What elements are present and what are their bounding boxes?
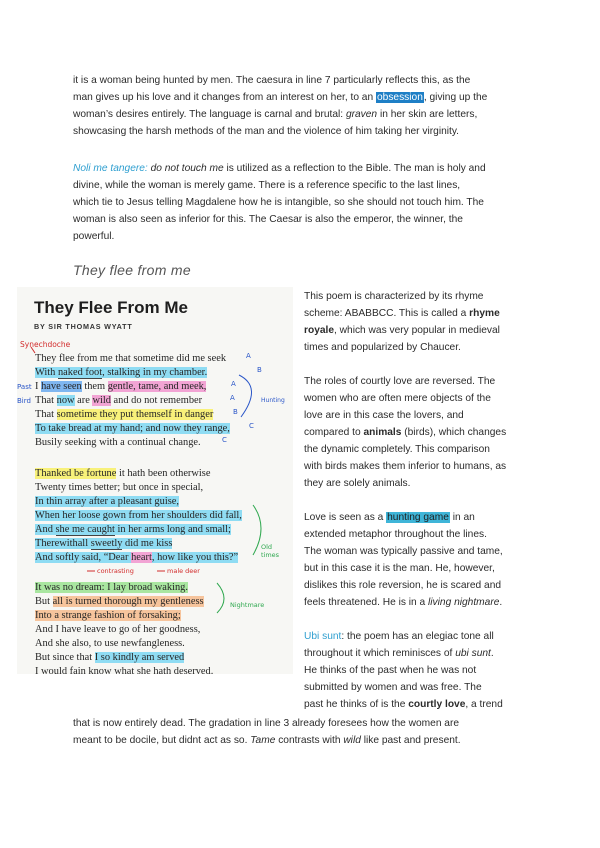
text: But <box>35 596 53 607</box>
text: royale <box>304 325 335 336</box>
latin-phrase: Ubi sunt <box>304 631 342 642</box>
text: gentle, tame, and meek, <box>107 381 207 392</box>
text: I so kindly am served <box>94 652 185 663</box>
text: To take bread at my hand; and now they range, <box>35 423 230 434</box>
text: compared to <box>304 427 364 438</box>
text: That <box>35 409 57 420</box>
text: , which was very popular in medieval <box>334 325 500 336</box>
rhyme-letter-3: A <box>231 380 236 388</box>
annotation-hunting: Hunting <box>261 397 285 404</box>
text: the dynamic completely. This comparison <box>304 444 490 455</box>
text: woman’s desires entirely. The language is carnal and brutal: <box>73 109 346 120</box>
section-subtitle: They flee from me <box>73 262 191 278</box>
text: That <box>35 395 57 406</box>
text: with birds makes them inferior to humans, as <box>304 461 507 472</box>
text: He thinks of the past when he was not <box>304 665 477 676</box>
poem-author: BY SIR THOMAS WYATT <box>34 322 133 331</box>
poem-image <box>17 287 293 674</box>
text: meant to be docile, but didnt act as so. <box>73 735 251 746</box>
rhyme-letter-5: B <box>233 408 238 416</box>
text: They flee from me that sometime did me seek <box>35 353 227 364</box>
text: love are in this case the lovers, and <box>304 410 464 421</box>
text: contrasts with <box>275 735 344 746</box>
text: I would fain know what she hath deserved. <box>35 666 214 674</box>
poem-title: They Flee From Me <box>34 298 188 317</box>
text: But since that <box>35 652 95 663</box>
text: do not touch me <box>147 163 224 174</box>
text: This poem is characterized by its rhyme <box>304 291 484 302</box>
text: And I have leave to go of her goodness, <box>35 624 201 635</box>
text: Into a strange fashion of forsaking; <box>35 610 181 621</box>
highlight-hunting-game: hunting game <box>387 512 449 523</box>
text: but in this case it is the man. He, however, <box>304 563 495 574</box>
text: submitted by women and was free. The <box>304 682 482 693</box>
text: extended metaphor throughout the lines. <box>304 529 487 540</box>
text: now <box>56 395 75 406</box>
text: they are solely animals. <box>304 478 411 489</box>
text: I <box>35 381 42 392</box>
highlight-obsession: obsession <box>376 92 423 103</box>
text: ubi sunt <box>455 648 491 659</box>
text: In thin array after a pleasant guise, <box>35 496 179 507</box>
text: sweetly <box>90 538 123 549</box>
text: in her skin are letters, <box>377 109 478 120</box>
text: Tame <box>250 735 276 746</box>
text: that is now entirely dead. The gradation in line 3 already foresees how the women are <box>73 718 460 729</box>
annotation-nightmare: Nightmare <box>230 601 265 609</box>
text: dislikes this role reversion, he is scared and <box>304 580 502 591</box>
text: It was no dream: I lay broad waking. <box>35 582 188 593</box>
text: like past and present. <box>360 735 461 746</box>
annotation-contrasting: contrasting <box>97 567 134 575</box>
text: . <box>499 597 503 608</box>
text: in her arms long and small; <box>114 524 231 535</box>
bottom-paragraph <box>73 715 543 749</box>
rhyme-letter-4: A <box>230 394 235 402</box>
text: animals <box>363 427 402 438</box>
text: powerful. <box>73 231 115 242</box>
text: courtly love <box>408 699 466 710</box>
text: showcasing the harsh methods of the man and the violence of him taking her virginity. <box>73 126 460 137</box>
text: heart <box>131 552 152 563</box>
text: And <box>35 524 56 535</box>
annotation-bird: Bird <box>17 397 31 405</box>
text: , how like you this?” <box>151 552 239 563</box>
text: wild <box>92 395 111 406</box>
text: And she also, to use newfangleness. <box>35 638 185 649</box>
text: in an <box>449 512 475 523</box>
text: The roles of courtly love are reversed. The <box>304 376 496 387</box>
text: graven <box>345 109 378 120</box>
text: Twenty times better; but once in special, <box>35 482 204 493</box>
text: them <box>81 381 108 392</box>
rhyme-letter-6: C <box>249 422 254 430</box>
text: : the poem has an elegiac tone all <box>341 631 494 642</box>
text: sometime they put themself in danger <box>56 409 214 420</box>
rhyme-letter-7: C <box>222 436 227 444</box>
annotation-old-times: Old times <box>261 543 280 559</box>
text: throughout it which reminisces of <box>304 648 456 659</box>
text: wild <box>343 735 361 746</box>
text: scheme: ABABBCC. This is called a <box>304 308 470 319</box>
text: it hath been otherwise <box>116 468 211 479</box>
text: Thanked be fortune <box>35 468 117 479</box>
text: living nightmare <box>428 597 500 608</box>
text: The woman was typically passive and tame, <box>304 546 503 557</box>
rhyme-letter-2: B <box>257 366 262 374</box>
text: With <box>35 367 58 378</box>
text: Busily seeking with a continual change. <box>35 437 201 448</box>
text: And softly said, “Dear <box>35 552 132 563</box>
text: . <box>490 648 494 659</box>
text: she me caught <box>55 524 115 535</box>
text: which tie to Jesus telling Magdalene how he is intangible, so she should not touch him. The <box>73 197 484 208</box>
text: is utilized as a reflection to the Bible. The man is holy and <box>223 163 486 174</box>
annotation-synecdoche: Synechdoche <box>20 340 71 349</box>
annotation-past: Past <box>17 383 32 391</box>
text: man gives up his love and it changes from an interest on her, to an <box>73 92 376 103</box>
text: feels threatened. He is in a <box>304 597 429 608</box>
rhyme-letter-1: A <box>246 352 251 360</box>
paragraph-2 <box>73 160 543 245</box>
text: women who are often mere objects of the <box>304 393 491 404</box>
text: Therewithall <box>35 538 91 549</box>
text: times and popularized by Chaucer. <box>304 342 461 353</box>
text: it is a woman being hunted by men. The caesura in line 7 particularly reflects this, as the <box>73 75 471 86</box>
text: rhyme <box>469 308 500 319</box>
annotation-male-deer: male deer <box>167 567 200 575</box>
text: , stalking in my chamber. <box>102 367 208 378</box>
text: have seen <box>41 381 82 392</box>
text: all is turned thorough my gentleness <box>52 596 204 607</box>
text: , a trend <box>465 699 503 710</box>
text: past he thinks of is the <box>304 699 409 710</box>
paragraph-1 <box>73 72 543 140</box>
text: did me kiss <box>122 538 173 549</box>
text: , giving up the <box>423 92 488 103</box>
text: Love is seen as a <box>304 512 387 523</box>
annotation-strokes <box>17 287 293 674</box>
text: are <box>74 395 93 406</box>
text: woman is also seen as inferior for this. The Caesar is also the emperor, the winner, the <box>73 214 463 225</box>
text: and do not remember <box>110 395 203 406</box>
text: (birds), which changes <box>401 427 507 438</box>
text: divine, while the woman is merely game. There is a reference specific to the last lines, <box>73 180 461 191</box>
latin-phrase: Noli me tangere: <box>73 163 148 174</box>
text: When her loose gown from her shoulders did fall, <box>35 510 242 521</box>
text: naked foot <box>57 367 103 378</box>
right-column <box>304 288 544 713</box>
